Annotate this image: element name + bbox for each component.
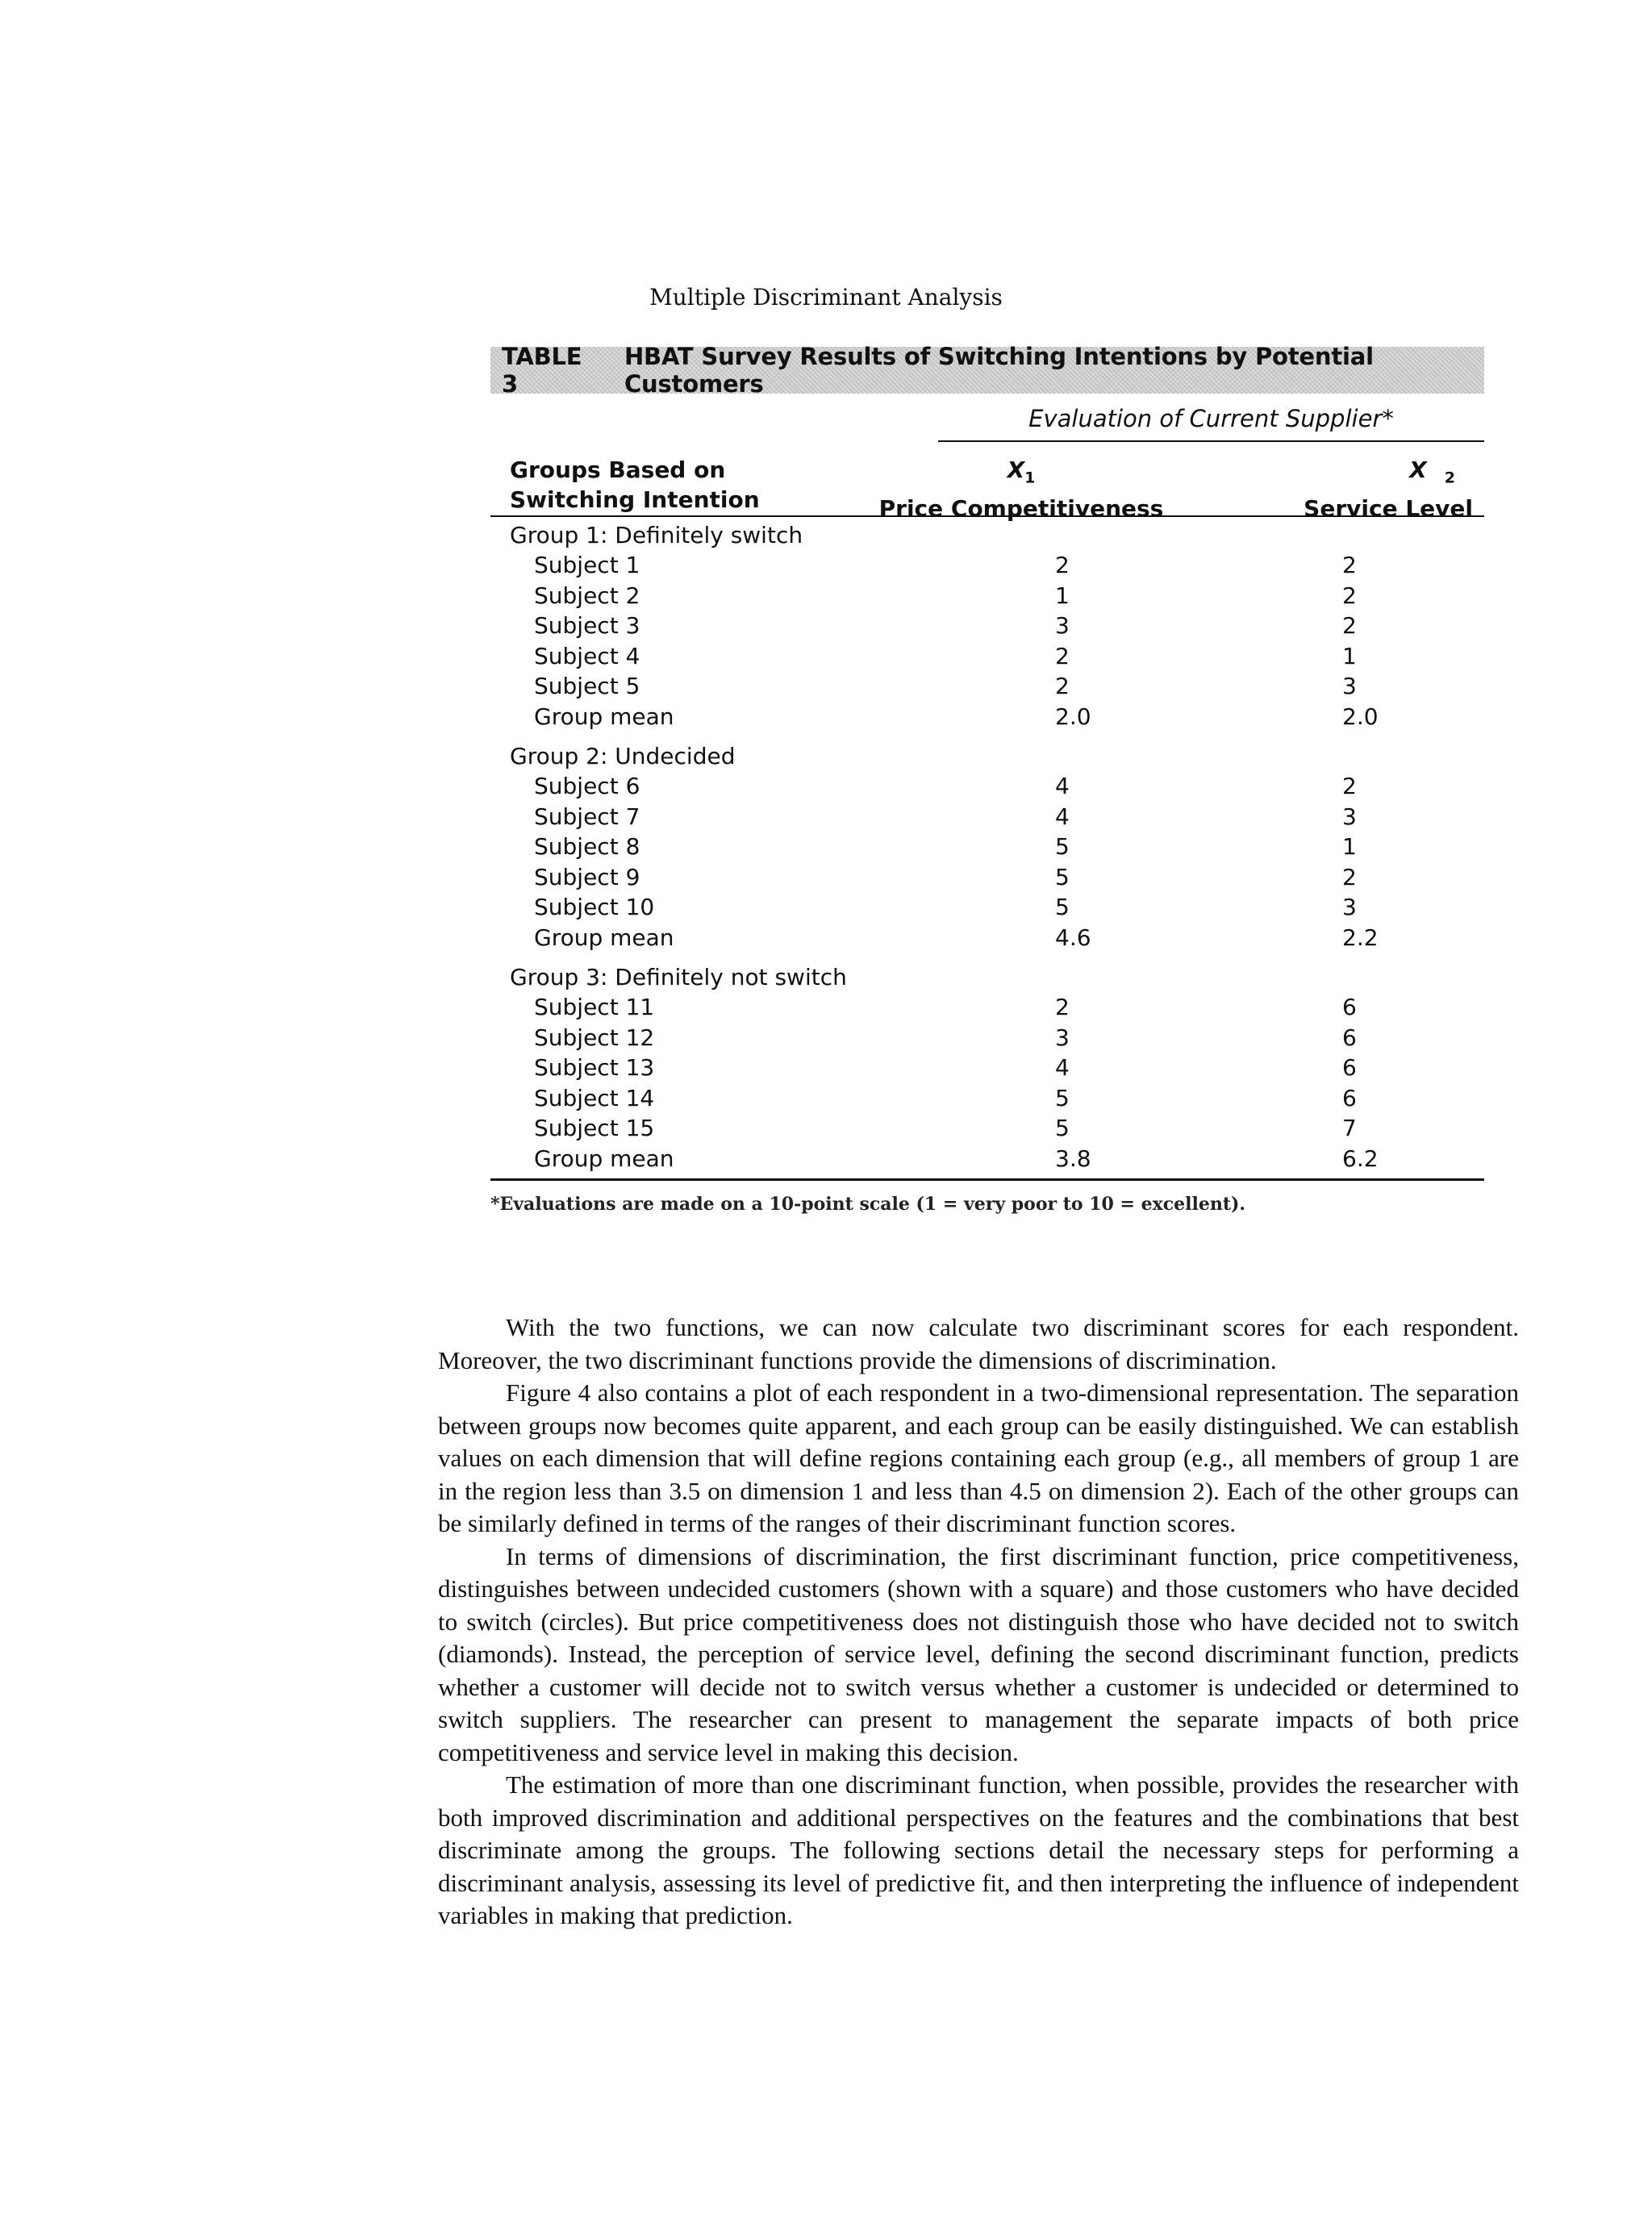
- cell-x1: 2: [1055, 673, 1070, 699]
- cell-x1: 4.6: [1055, 924, 1091, 951]
- cell-x2: 6: [1342, 1024, 1357, 1051]
- table-row: [490, 1053, 1484, 1083]
- cell-x2: 6.2: [1342, 1145, 1379, 1172]
- row-label: Group mean: [534, 703, 674, 730]
- cell-x1: 5: [1055, 833, 1070, 860]
- row-label: Subject 9: [534, 863, 640, 890]
- table-row: [490, 832, 1484, 862]
- table-row: [490, 771, 1484, 802]
- running-head: Multiple Discriminant Analysis: [649, 284, 1003, 311]
- table-row: [490, 671, 1484, 702]
- table-row: [490, 1083, 1484, 1114]
- column-header-x2: [1304, 455, 1473, 523]
- table-row: [490, 1113, 1484, 1144]
- cell-x2: 1: [1342, 642, 1357, 669]
- row-label: Subject 13: [534, 1054, 655, 1081]
- cell-x2: 3: [1342, 894, 1357, 920]
- cell-x2: 2: [1342, 552, 1357, 578]
- row-label: Subject 2: [534, 582, 640, 609]
- row-label: Subject 15: [534, 1115, 655, 1141]
- x2-label: Service Level: [1304, 494, 1473, 522]
- cell-x1: 3: [1055, 1024, 1070, 1051]
- row-label: Subject 14: [534, 1084, 655, 1111]
- group-gap: [490, 953, 1484, 962]
- cell-x2: 2: [1342, 582, 1357, 609]
- table-row: [490, 581, 1484, 611]
- cell-x2: 2.2: [1342, 924, 1379, 951]
- table-row: [490, 1023, 1484, 1053]
- cell-x1: 3.8: [1055, 1145, 1091, 1172]
- table-row: [490, 702, 1484, 732]
- cell-x2: 6: [1342, 994, 1357, 1020]
- body-text: [438, 1311, 1519, 1933]
- cell-x1: 5: [1055, 1084, 1070, 1111]
- table-row: [490, 550, 1484, 581]
- cell-x1: 5: [1055, 1115, 1070, 1141]
- cell-x2: 2: [1342, 612, 1357, 639]
- table-row: [490, 802, 1484, 832]
- cell-x1: 2.0: [1055, 703, 1091, 730]
- table-header: [490, 398, 1484, 522]
- cell-x2: 3: [1342, 673, 1357, 699]
- cell-x1: 4: [1055, 773, 1070, 799]
- table-title: HBAT Survey Results of Switching Intentions by Potential Customers: [624, 343, 1374, 398]
- data-table: [490, 343, 1484, 1215]
- column-header-groups-line1: Groups Based on: [510, 457, 726, 483]
- cell-x2: 1: [1342, 833, 1357, 860]
- cell-x1: 3: [1055, 612, 1070, 639]
- cell-x1: 4: [1055, 803, 1070, 830]
- cell-x1: 5: [1055, 863, 1070, 890]
- cell-x1: 2: [1055, 994, 1070, 1020]
- paragraph: The estimation of more than one discriminant function, when possible, provides the researcher with both improved discrimination and additional perspectives on the features and the combinations that best discriminate among the groups. The following sections detail the necessary steps for performing a discriminant analysis, assessing its level of predictive fit, and then interpreting the influence of independent variables in making that prediction.: [438, 1770, 1519, 1929]
- bottom-rule: [490, 1178, 1484, 1181]
- table-footnote: *Evaluations are made on a 10-point scale (1 = very poor to 10 = excellent).: [490, 1194, 1246, 1215]
- row-label: Subject 6: [534, 773, 640, 799]
- x1-subscript: 1: [1024, 469, 1036, 487]
- x1-label: Price Competitiveness: [878, 494, 1164, 522]
- row-label: Subject 4: [534, 642, 640, 669]
- table-row: [490, 992, 1484, 1023]
- table-row: [490, 892, 1484, 923]
- row-label: Subject 1: [534, 552, 640, 578]
- cell-x2: 6: [1342, 1084, 1357, 1111]
- table-caption: [490, 343, 1484, 398]
- row-label: Subject 7: [534, 803, 640, 830]
- group-title: Group 1: Definitely switch: [510, 522, 803, 548]
- cell-x2: 3: [1342, 803, 1357, 830]
- spanner-heading: Evaluation of Current Supplier*: [938, 405, 1484, 442]
- group-title: Group 3: Definitely not switch: [510, 964, 847, 990]
- row-label: Subject 12: [534, 1024, 655, 1051]
- table-row: [490, 923, 1484, 953]
- table-row: [490, 862, 1484, 893]
- row-label: Subject 3: [534, 612, 640, 639]
- cell-x1: 2: [1055, 552, 1070, 578]
- column-header-groups-line2: Switching Intention: [510, 486, 760, 513]
- cell-x2: 6: [1342, 1054, 1357, 1081]
- cell-x2: 7: [1342, 1115, 1357, 1141]
- table-row: [490, 1144, 1484, 1174]
- group-gap: [490, 732, 1484, 741]
- paragraph: With the two functions, we can now calculate two discriminant scores for each respondent. Moreover, the two discriminant functions provide the dimensions of discrimination.: [438, 1313, 1519, 1374]
- row-label: Group mean: [534, 1145, 674, 1172]
- cell-x1: 2: [1055, 642, 1070, 669]
- row-label: Subject 5: [534, 673, 640, 699]
- cell-x2: 2.0: [1342, 703, 1379, 730]
- x2-subscript: 2: [1444, 469, 1455, 487]
- cell-x1: 1: [1055, 582, 1070, 609]
- row-label: Subject 10: [534, 894, 655, 920]
- cell-x1: 4: [1055, 1054, 1070, 1081]
- paragraph: In terms of dimensions of discrimination, the first discriminant function, price competitiveness, distinguishes between undecided customers (shown with a square) and those customers who have decided to switch (circles). But price competitiveness does not distinguish those who have decided not to switch (diamonds). Instead, the perception of service level, defining the second discriminant function, predicts whether a customer will decide not to switch versus whether a customer is undecided or determined to switch suppliers. The researcher can present to management the separate impacts of both price competitiveness and service level in making this decision.: [438, 1541, 1519, 1766]
- table-number: TABLE 3: [502, 343, 582, 398]
- row-label: Subject 8: [534, 833, 640, 860]
- table-row: [490, 611, 1484, 641]
- column-header-groups: [510, 455, 760, 515]
- table-row: [490, 641, 1484, 672]
- row-label: Group mean: [534, 924, 674, 951]
- x2-variable: X: [1409, 457, 1427, 483]
- cell-x1: 5: [1055, 894, 1070, 920]
- cell-x2: 2: [1342, 863, 1357, 890]
- paragraph: Figure 4 also contains a plot of each respondent in a two-dimensional representation. The separation between groups now becomes quite apparent, and each group can be easily distinguished. We can establish values on each dimension that will define regions containing each group (e.g., all members of group 1 are in the region less than 3.5 on dimension 1 and less than 4.5 on dimension 2). Each of the other groups can be similarly defined in terms of the ranges of their discriminant function scores.: [438, 1378, 1519, 1537]
- row-label: Subject 11: [534, 994, 655, 1020]
- x1-variable: X: [1007, 457, 1025, 483]
- group-title: Group 2: Undecided: [510, 743, 736, 769]
- cell-x2: 2: [1342, 773, 1357, 799]
- column-header-x1: [878, 455, 1165, 523]
- table-body: [490, 517, 1484, 1174]
